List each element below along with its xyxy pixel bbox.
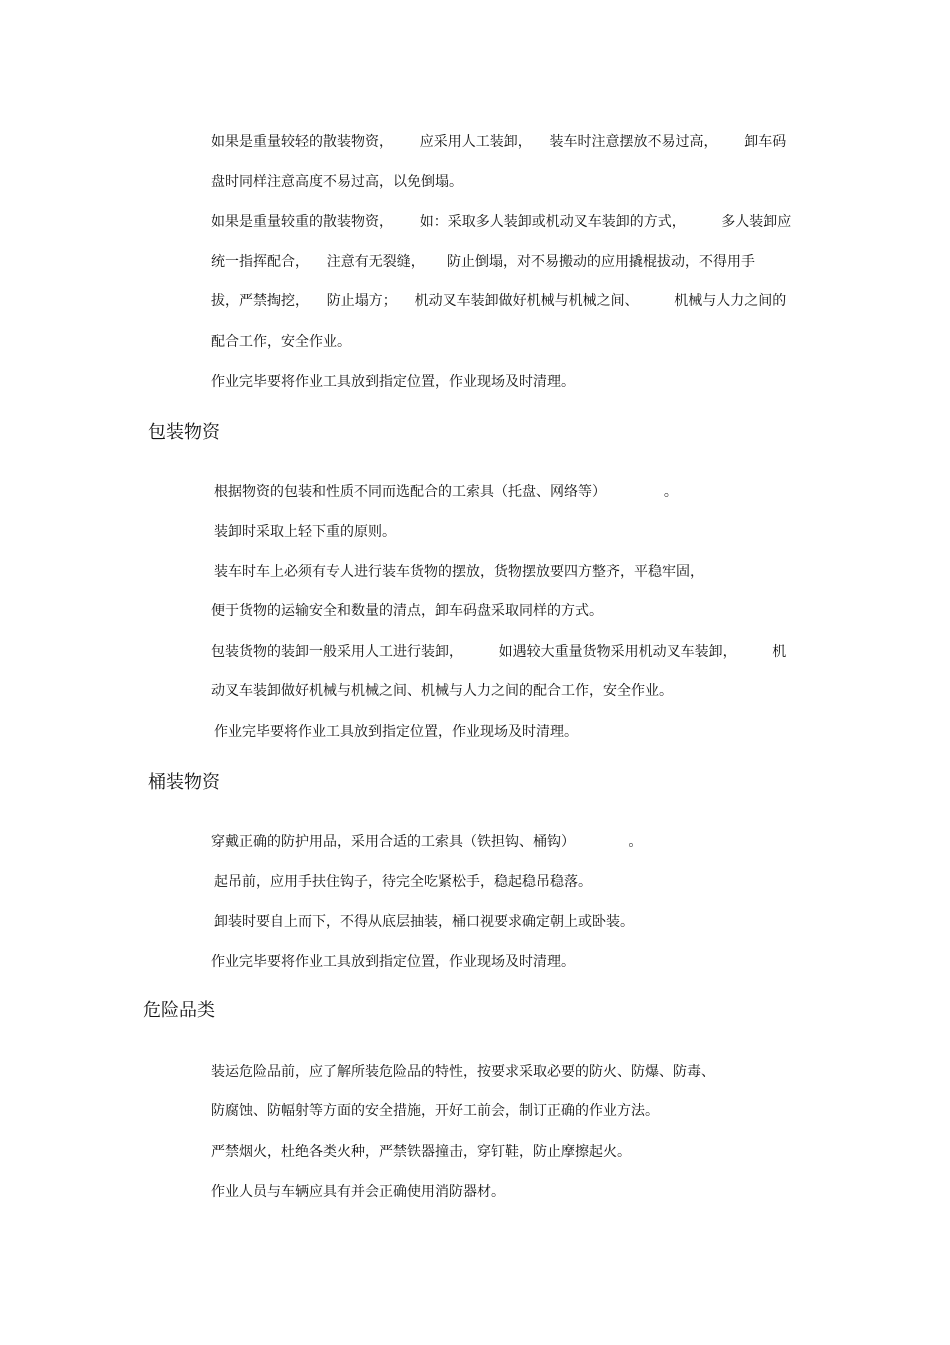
bulk-para2-line3: 拔，严禁掏挖， 防止塌方； 机动叉车装卸做好机械与机械之间、 机械与人力之间的 (211, 293, 787, 309)
barrel-line4: 作业完毕要将作业工具放到指定位置，作业现场及时清理。 (211, 954, 575, 970)
bulk-para2-line1: 如果是重量较重的散装物资， 如：采取多人装卸或机动叉车装卸的方式， 多人装卸应 (211, 214, 792, 230)
packaged-line4: 便于货物的运输安全和数量的清点，卸车码盘采取同样的方式。 (211, 603, 603, 619)
hazard-line1: 装运危险品前，应了解所装危险品的特性，按要求采取必要的防火、防爆、防毒、 (211, 1064, 715, 1080)
hazard-line4: 作业人员与车辆应具有并会正确使用消防器材。 (211, 1184, 505, 1200)
section-heading-hazard: 危险品类 (143, 1000, 215, 1021)
hazard-line3: 严禁烟火，杜绝各类火种，严禁铁器撞击，穿钉鞋，防止摩擦起火。 (211, 1144, 631, 1160)
section-heading-barrel: 桶装物资 (148, 772, 220, 793)
packaged-line3: 装车时车上必须有专人进行装车货物的摆放，货物摆放要四方整齐，平稳牢固， (214, 564, 704, 580)
packaged-line5: 包装货物的装卸一般采用人工进行装卸， 如遇较大重量货物采用机动叉车装卸， 机 (211, 644, 787, 660)
bulk-para1-line1: 如果是重量较轻的散装物资， 应采用人工装卸， 装车时注意摆放不易过高， 卸车码 (211, 134, 787, 150)
barrel-line2: 起吊前，应用手扶住钩子，待完全吃紧松手，稳起稳吊稳落。 (214, 874, 592, 890)
packaged-line7: 作业完毕要将作业工具放到指定位置，作业现场及时清理。 (214, 724, 578, 740)
bulk-para3-line1: 作业完毕要将作业工具放到指定位置，作业现场及时清理。 (211, 374, 575, 390)
bulk-para2-line4: 配合工作，安全作业。 (211, 334, 351, 350)
barrel-line1: 穿戴正确的防护用品，采用合适的工索具（铁担钩、桶钩） 。 (211, 834, 643, 850)
hazard-line2: 防腐蚀、防幅射等方面的安全措施，开好工前会，制订正确的作业方法。 (211, 1103, 659, 1119)
bulk-para2-line2: 统一指挥配合， 注意有无裂缝， 防止倒塌，对不易搬动的应用撬棍拔动，不得用手 (211, 254, 756, 270)
packaged-line2: 装卸时采取上轻下重的原则。 (214, 524, 396, 540)
section-heading-packaged: 包装物资 (148, 422, 220, 443)
bulk-para1-line2: 盘时同样注意高度不易过高，以免倒塌。 (211, 174, 463, 190)
barrel-line3: 卸装时要自上而下，不得从底层抽装，桶口视要求确定朝上或卧装。 (214, 914, 634, 930)
packaged-line1: 根据物资的包装和性质不同而选配合的工索具（托盘、网络等） 。 (214, 484, 678, 500)
packaged-line6: 动叉车装卸做好机械与机械之间、机械与人力之间的配合工作，安全作业。 (211, 683, 673, 699)
